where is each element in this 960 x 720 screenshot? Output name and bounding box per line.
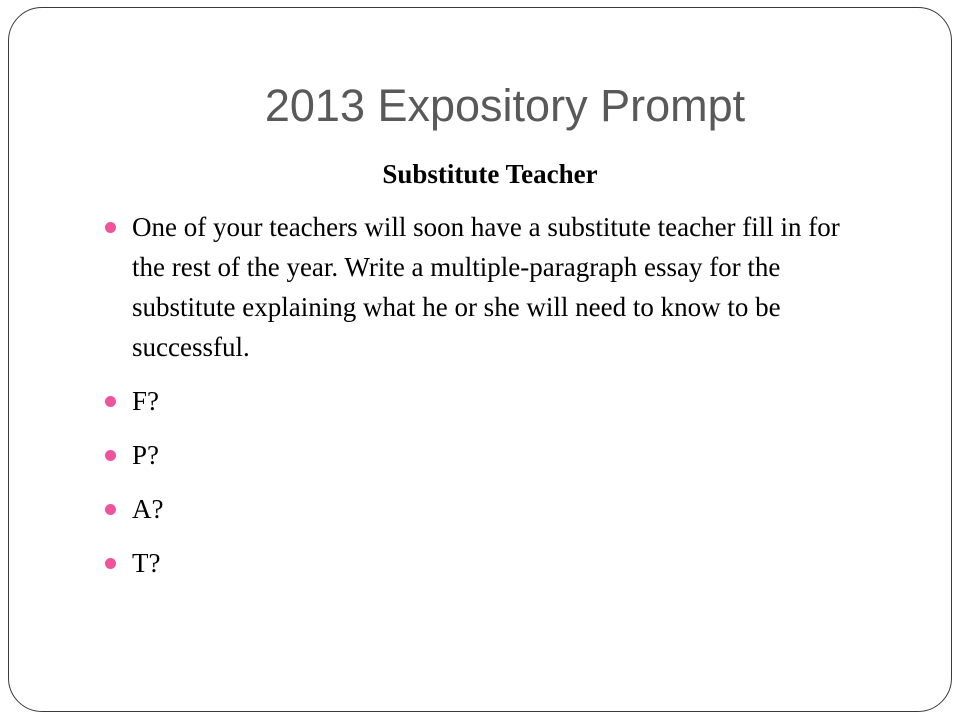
bullet-text: F? — [132, 386, 159, 416]
slide-title: 2013 Expository Prompt — [264, 80, 746, 131]
bullet-dot-icon — [105, 450, 116, 461]
bullet-dot-icon — [105, 558, 116, 569]
bullet-text: T? — [132, 548, 161, 578]
bullet-item-a — [104, 489, 864, 529]
bullet-item-p — [104, 435, 864, 475]
bullet-text: P? — [132, 440, 159, 470]
bullet-list — [104, 207, 864, 583]
bullet-item-f — [104, 381, 864, 421]
bullet-text: A? — [132, 494, 164, 524]
bullet-dot-icon — [105, 222, 116, 233]
bullet-item-prompt — [104, 207, 864, 367]
bullet-dot-icon — [105, 504, 116, 515]
bullet-dot-icon — [105, 396, 116, 407]
slide-subtitle: Substitute Teacher — [382, 159, 598, 189]
bullet-item-t — [104, 543, 864, 583]
bullet-text: One of your teachers will soon have a substitute teacher fill in for the rest of the year. Write a multiple-paragraph essay for the substitute explaining what he or she will need to know to be successful. — [132, 212, 840, 362]
